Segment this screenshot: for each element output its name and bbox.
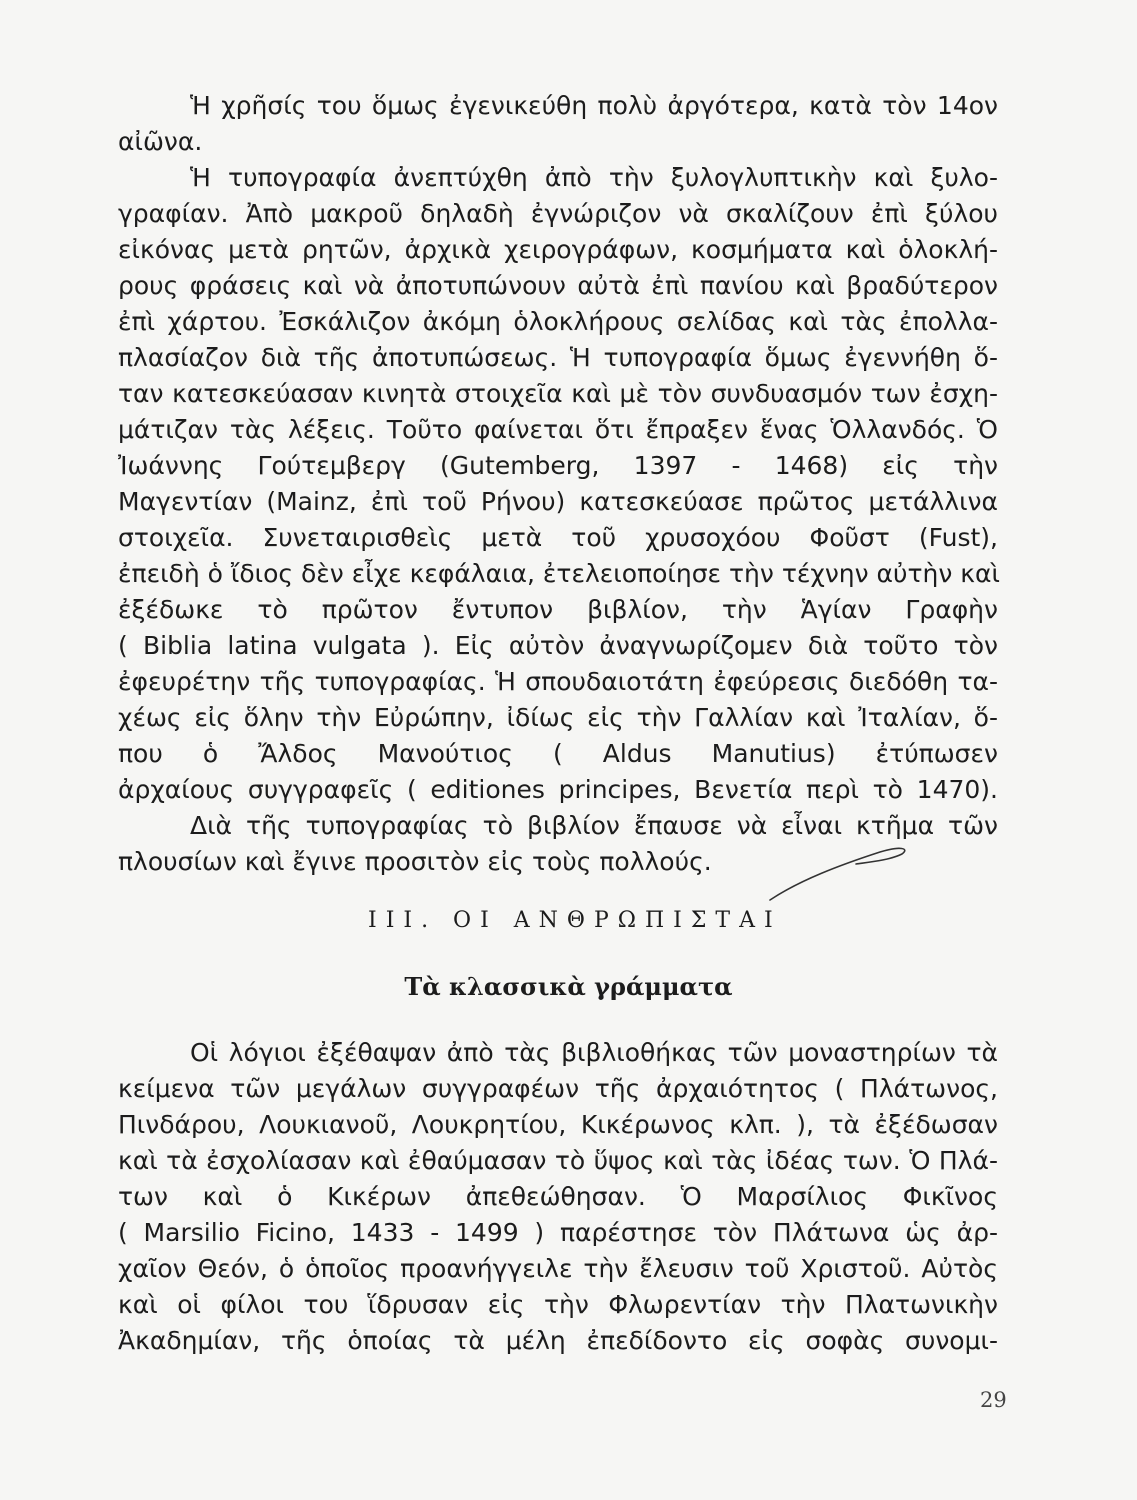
text-line: καὶ τὰ ἐσχολίασαν καὶ ἐθαύμασαν τὸ ὕψος καὶ τὰς ἰδέας των. Ὁ Πλά- [118, 1146, 998, 1175]
text-line: Οἱ λόγιοι ἐξέθαψαν ἀπὸ τὰς βιβλιοθήκας τῶν μοναστηρίων τὰ [190, 1038, 998, 1067]
text-line: εἰκόνας μετὰ ρητῶν, ἀρχικὰ χειρογράφων, κοσμήματα καὶ ὁλοκλή- [118, 235, 998, 264]
text-line: μάτιζαν τὰς λέξεις. Τοῦτο φαίνεται ὅτι ἔπραξεν ἕνας Ὁλλανδός. Ὁ [118, 415, 998, 444]
text-line: ἐπειδὴ ὁ ἴδιος δὲν εἶχε κεφάλαια, ἐτελειοποίησε τὴν τέχνην αὐτὴν καὶ [118, 559, 1000, 588]
text-line: που ὁ Ἄλδος Μανούτιος ( Aldus Manutius) ἐτύπωσεν [118, 739, 998, 768]
text-line: Ἰωάννης Γούτεμβεργ (Gutemberg, 1397 - 1468) εἰς τὴν [118, 451, 998, 480]
text-line: Ἡ τυπογραφία ἀνεπτύχθη ἀπὸ τὴν ξυλογλυπτικὴν καὶ ξυλο- [190, 163, 998, 192]
text-line: ἐπὶ χάρτου. Ἐσκάλιζον ἀκόμη ὁλοκλήρους σελίδας καὶ τὰς ἐπολλα- [118, 307, 998, 336]
text-line: Ἡ χρῆσίς του ὅμως ἐγενικεύθη πολὺ ἀργότερα, κατὰ τὸν 14ον [190, 91, 998, 120]
text-line: ( Biblia latina vulgata ). Εἰς αὐτὸν ἀναγνωρίζομεν διὰ τοῦτο τὸν [118, 631, 998, 660]
subheading: Τὰ κλασσικὰ γράμματα [404, 972, 733, 1001]
text-line: χαῖον Θεόν, ὁ ὁποῖος προανήγγειλε τὴν ἔλευσιν τοῦ Χριστοῦ. Αὐτὸς [118, 1254, 998, 1283]
text-line: των καὶ ὁ Κικέρων ἀπεθεώθησαν. Ὁ Μαρσίλιος Φικῖνος [118, 1182, 998, 1211]
text-line: ταν κατεσκεύασαν κινητὰ στοιχεῖα καὶ μὲ τὸν συνδυασμόν των ἐσχη- [118, 379, 998, 408]
text-line: Διὰ τῆς τυπογραφίας τὸ βιβλίον ἔπαυσε νὰ εἶναι κτῆμα τῶν [190, 811, 998, 840]
text-line: Μαγεντίαν (Mainz, ἐπὶ τοῦ Ρήνου) κατεσκεύασε πρῶτος μετάλλινα [118, 487, 998, 516]
text-line: στοιχεῖα. Συνεταιρισθεὶς μετὰ τοῦ χρυσοχόου Φοῦστ (Fust), [118, 523, 998, 552]
text-line: κείμενα τῶν μεγάλων συγγραφέων τῆς ἀρχαιότητος ( Πλάτωνος, [118, 1074, 998, 1103]
page-number: 29 [980, 1388, 1007, 1412]
section-heading: III. ΟΙ ΑΝΘΡΩΠΙΣΤΑΙ [368, 908, 782, 933]
text-line: Πινδάρου, Λουκιανοῦ, Λουκρητίου, Κικέρωνος κλπ. ), τὰ ἐξέδωσαν [118, 1110, 998, 1139]
text-line: Ἀκαδημίαν, τῆς ὁποίας τὰ μέλη ἐπεδίδοντο εἰς σοφὰς συνομι- [118, 1326, 998, 1355]
text-line: πλουσίων καὶ ἔγινε προσιτὸν εἰς τοὺς πολλούς. [118, 847, 712, 876]
pen-mark [760, 830, 920, 910]
text-line: γραφίαν. Ἀπὸ μακροῦ δηλαδὴ ἐγνώριζον νὰ σκαλίζουν ἐπὶ ξύλου [118, 199, 998, 228]
text-line: πλασίαζον διὰ τῆς ἀποτυπώσεως. Ἡ τυπογραφία ὅμως ἐγεννήθη ὅ- [118, 343, 998, 372]
text-line: ( Marsilio Ficino, 1433 - 1499 ) παρέστησε τὸν Πλάτωνα ὡς ἀρ- [118, 1218, 998, 1247]
text-line: ρους φράσεις καὶ νὰ ἀποτυπώνουν αὐτὰ ἐπὶ πανίου καὶ βραδύτερον [118, 271, 998, 300]
text-line: αἰῶνα. [118, 127, 203, 156]
text-line: ἀρχαίους συγγραφεῖς ( editiones principes, Βενετία περὶ τὸ 1470). [118, 775, 998, 804]
text-line: καὶ οἱ φίλοι του ἵδρυσαν εἰς τὴν Φλωρεντίαν τὴν Πλατωνικὴν [118, 1290, 998, 1319]
text-line: ἐφευρέτην τῆς τυπογραφίας. Ἡ σπουδαιοτάτη ἐφεύρεσις διεδόθη τα- [118, 667, 998, 696]
text-line: χέως εἰς ὅλην τὴν Εὐρώπην, ἰδίως εἰς τὴν Γαλλίαν καὶ Ἰταλίαν, ὅ- [118, 703, 998, 732]
text-line: ἐξέδωκε τὸ πρῶτον ἔντυπον βιβλίον, τὴν Ἁγίαν Γραφὴν [118, 595, 998, 624]
